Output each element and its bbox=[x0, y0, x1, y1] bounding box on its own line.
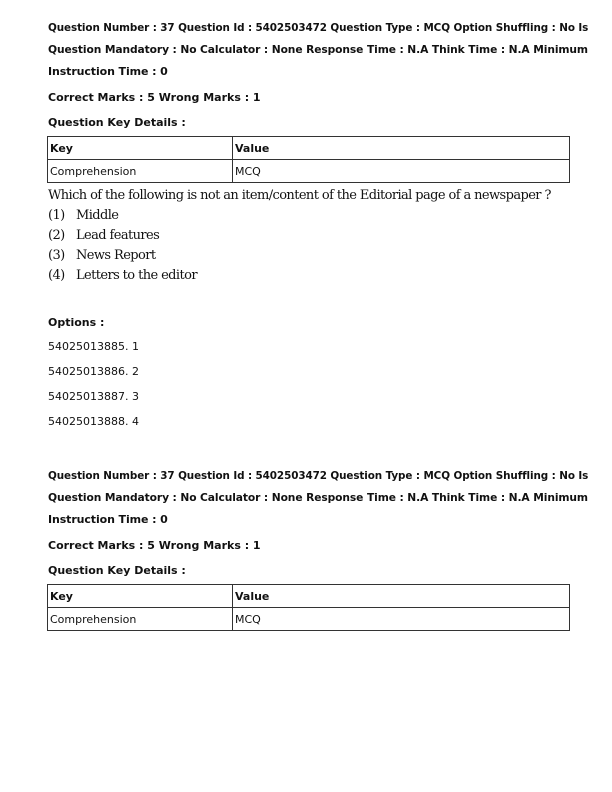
header-key: Key bbox=[48, 585, 233, 608]
choice-text: News Report bbox=[76, 248, 156, 263]
marks-line: Correct Marks : 5 Wrong Marks : 1 bbox=[48, 91, 261, 104]
meta-line: Instruction Time : 0 bbox=[48, 513, 168, 526]
choice-item bbox=[48, 248, 588, 263]
table-row bbox=[48, 160, 570, 183]
header-key: Key bbox=[48, 137, 233, 160]
option-id: 54025013886. 2 bbox=[48, 365, 139, 378]
options-label: Options : bbox=[48, 316, 105, 329]
marks-line: Correct Marks : 5 Wrong Marks : 1 bbox=[48, 539, 261, 552]
table-row bbox=[48, 608, 570, 631]
table-header-row bbox=[48, 137, 570, 160]
choice-number: (4) bbox=[48, 268, 65, 283]
key-details-table bbox=[47, 584, 570, 631]
choice-text: Middle bbox=[76, 208, 119, 223]
choice-text: Lead features bbox=[76, 228, 160, 243]
choice-number: (3) bbox=[48, 248, 65, 263]
cell-value: MCQ bbox=[233, 608, 570, 631]
question-meta bbox=[48, 17, 588, 83]
choice-number: (2) bbox=[48, 228, 65, 243]
choice-text: Letters to the editor bbox=[76, 268, 197, 283]
options-list bbox=[48, 334, 139, 434]
choice-item bbox=[48, 268, 588, 283]
choice-number: (1) bbox=[48, 208, 65, 223]
meta-line: Question Number : 37 Question Id : 5402503472 Question Type : MCQ Option Shuffling : No Is bbox=[48, 469, 589, 482]
option-id: 54025013888. 4 bbox=[48, 415, 139, 428]
cell-key: Comprehension bbox=[48, 160, 233, 183]
key-details-label: Question Key Details : bbox=[48, 116, 186, 129]
question-block bbox=[48, 188, 588, 283]
meta-line: Instruction Time : 0 bbox=[48, 65, 168, 78]
option-id: 54025013887. 3 bbox=[48, 390, 139, 403]
cell-key: Comprehension bbox=[48, 608, 233, 631]
option-id: 54025013885. 1 bbox=[48, 340, 139, 353]
meta-line: Question Mandatory : No Calculator : None Response Time : N.A Think Time : N.A Minimum bbox=[48, 43, 588, 56]
cell-value: MCQ bbox=[233, 160, 570, 183]
question-meta bbox=[48, 465, 588, 531]
question-text: Which of the following is not an item/content of the Editorial page of a newspaper ? bbox=[48, 188, 551, 203]
meta-line: Question Mandatory : No Calculator : None Response Time : N.A Think Time : N.A Minimum bbox=[48, 491, 588, 504]
meta-line: Question Number : 37 Question Id : 5402503472 Question Type : MCQ Option Shuffling : No Is bbox=[48, 21, 589, 34]
choice-item bbox=[48, 208, 588, 223]
key-details-table bbox=[47, 136, 570, 183]
header-value: Value bbox=[233, 137, 570, 160]
table-header-row bbox=[48, 585, 570, 608]
choice-item bbox=[48, 228, 588, 243]
key-details-label: Question Key Details : bbox=[48, 564, 186, 577]
header-value: Value bbox=[233, 585, 570, 608]
